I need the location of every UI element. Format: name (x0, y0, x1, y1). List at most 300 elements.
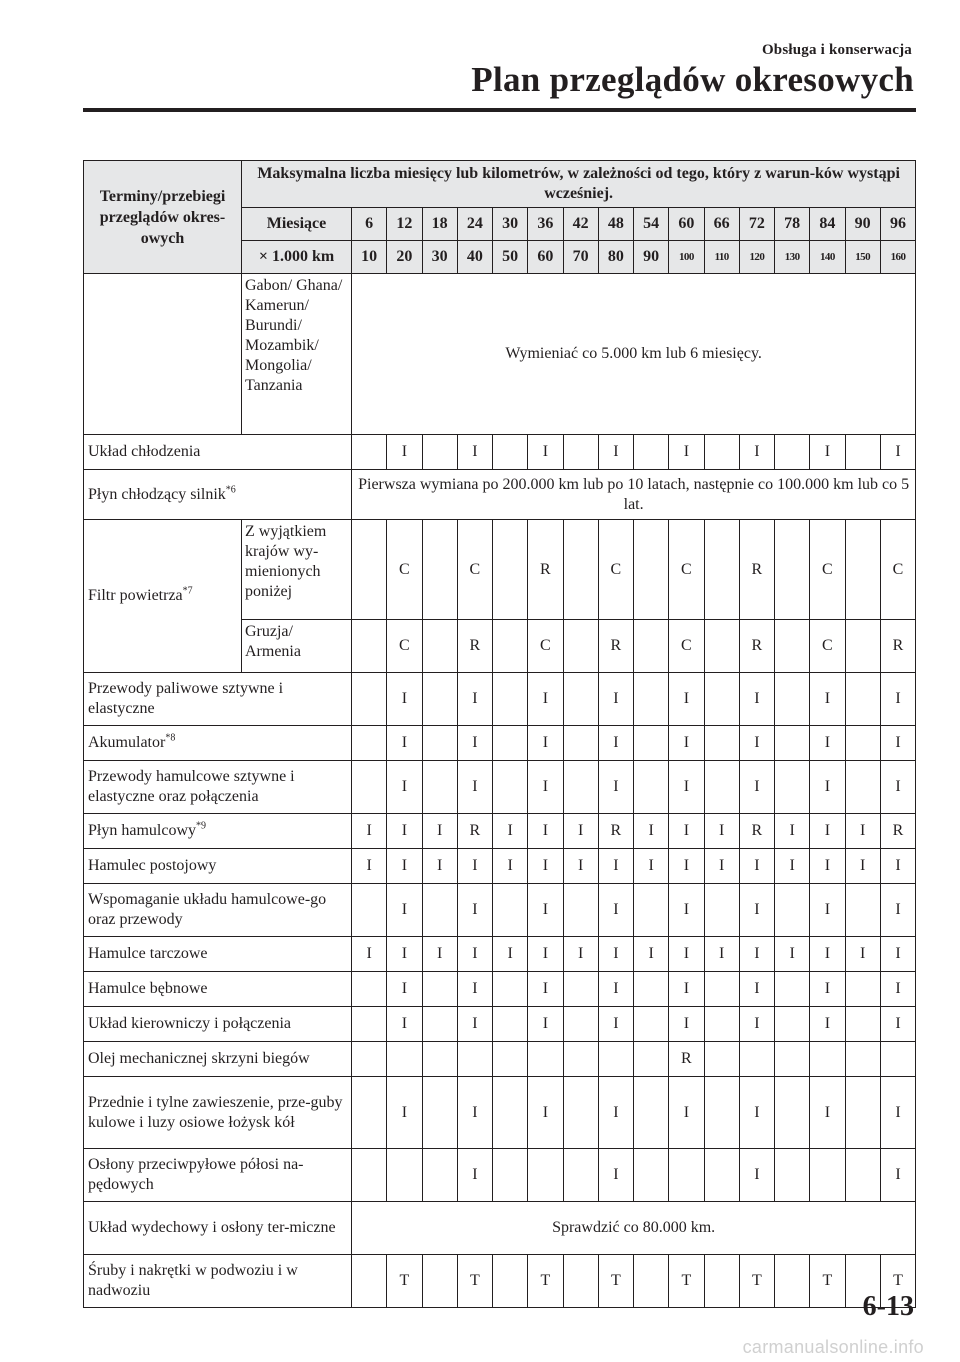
schedule-cell: I (810, 937, 845, 972)
schedule-cell (845, 726, 880, 761)
schedule-cell: I (739, 1149, 774, 1202)
schedule-cell (704, 1042, 739, 1077)
schedule-cell: I (598, 673, 633, 726)
km-header: 150 (845, 241, 880, 274)
schedule-cell: I (880, 937, 916, 972)
item-label-text: Olej mechanicznej skrzyni biegów (88, 1050, 310, 1067)
schedule-cell: T (387, 1255, 422, 1308)
schedule-cell (563, 520, 598, 620)
schedule-cell: R (880, 620, 916, 673)
schedule-cell: I (880, 1007, 916, 1042)
schedule-cell: I (352, 849, 387, 884)
km-header: 120 (739, 241, 774, 274)
schedule-cell: R (739, 814, 774, 849)
schedule-cell (493, 726, 528, 761)
month-header: 48 (598, 208, 633, 241)
schedule-cell (422, 520, 457, 620)
table-row (84, 520, 916, 620)
schedule-cell: I (528, 972, 563, 1007)
item-label (84, 520, 242, 673)
schedule-cell (775, 520, 810, 620)
schedule-cell: I (457, 884, 492, 937)
schedule-cell (598, 1042, 633, 1077)
schedule-cell: R (739, 520, 774, 620)
schedule-cell: I (739, 884, 774, 937)
schedule-cell: I (845, 937, 880, 972)
schedule-cell: I (845, 849, 880, 884)
schedule-cell: I (810, 673, 845, 726)
schedule-cell (563, 884, 598, 937)
km-header: 30 (422, 241, 457, 274)
schedule-cell: I (669, 1077, 704, 1149)
schedule-cell: I (704, 814, 739, 849)
table-row (84, 761, 916, 814)
schedule-cell: T (528, 1255, 563, 1308)
item-label (84, 937, 352, 972)
schedule-cell: I (704, 937, 739, 972)
table-row (84, 673, 916, 726)
schedule-cell (880, 1042, 916, 1077)
schedule-cell: I (387, 884, 422, 937)
schedule-cell: R (598, 814, 633, 849)
schedule-cell: I (387, 937, 422, 972)
schedule-cell (563, 1042, 598, 1077)
schedule-cell (775, 673, 810, 726)
schedule-cell (775, 1042, 810, 1077)
schedule-cell (493, 435, 528, 470)
schedule-cell: I (810, 1077, 845, 1149)
schedule-cell (352, 884, 387, 937)
month-header: 90 (845, 208, 880, 241)
schedule-cell: I (387, 1077, 422, 1149)
schedule-cell: I (528, 884, 563, 937)
schedule-cell: I (457, 1077, 492, 1149)
schedule-cell: I (634, 937, 669, 972)
item-label (84, 1077, 352, 1149)
schedule-cell: I (880, 849, 916, 884)
schedule-cell: I (422, 937, 457, 972)
maintenance-schedule-table (83, 160, 916, 1308)
km-header: 20 (387, 241, 422, 274)
month-header: 42 (563, 208, 598, 241)
schedule-cell: I (810, 814, 845, 849)
schedule-cell: I (457, 972, 492, 1007)
schedule-cell: I (422, 814, 457, 849)
schedule-cell: I (669, 673, 704, 726)
schedule-cell: I (669, 814, 704, 849)
table-row (84, 972, 916, 1007)
schedule-cell: C (528, 620, 563, 673)
schedule-cell: I (810, 726, 845, 761)
schedule-cell (422, 1007, 457, 1042)
schedule-cell (352, 1077, 387, 1149)
table-row (84, 884, 916, 937)
month-header: 18 (422, 208, 457, 241)
table-row (84, 1202, 916, 1255)
schedule-cell (775, 1007, 810, 1042)
schedule-cell: I (880, 435, 916, 470)
schedule-cell: I (810, 972, 845, 1007)
month-header: 60 (669, 208, 704, 241)
item-label (84, 814, 352, 849)
section-title: Obsługa i konserwacja (761, 42, 912, 58)
schedule-cell (845, 1077, 880, 1149)
schedule-cell (422, 1149, 457, 1202)
schedule-cell: I (845, 814, 880, 849)
schedule-cell (775, 1255, 810, 1308)
schedule-cell (563, 435, 598, 470)
watermark: carmanualsonline.info (742, 1337, 924, 1357)
schedule-cell: I (528, 937, 563, 972)
schedule-cell: R (598, 620, 633, 673)
schedule-cell (845, 520, 880, 620)
region-countries: Gabon/ Ghana/ Kamerun/ Burundi/ Mozambik/ Mongolia/ Tanzania (242, 274, 352, 435)
schedule-cell: I (387, 849, 422, 884)
schedule-cell (457, 1042, 492, 1077)
schedule-cell (493, 972, 528, 1007)
schedule-cell (845, 435, 880, 470)
schedule-cell (634, 1077, 669, 1149)
item-label-text: Układ chłodzenia (88, 443, 201, 460)
schedule-cell (845, 673, 880, 726)
schedule-cell (422, 673, 457, 726)
schedule-cell (563, 1255, 598, 1308)
item-label (84, 726, 352, 761)
schedule-cell: I (704, 849, 739, 884)
schedule-cell: I (739, 849, 774, 884)
item-label-text: Śruby i nakrętki w podwoziu i w nadwoziu (88, 1262, 298, 1299)
schedule-cell (775, 1149, 810, 1202)
item-label (84, 673, 352, 726)
schedule-cell (775, 435, 810, 470)
month-header: 84 (810, 208, 845, 241)
schedule-cell (352, 726, 387, 761)
schedule-cell: I (775, 937, 810, 972)
schedule-cell (493, 761, 528, 814)
schedule-cell: I (669, 884, 704, 937)
schedule-cell: R (669, 1042, 704, 1077)
table-row (84, 1042, 916, 1077)
schedule-cell: I (387, 726, 422, 761)
schedule-cell (422, 972, 457, 1007)
table-row (84, 1149, 916, 1202)
schedule-cell (634, 620, 669, 673)
month-header: 72 (739, 208, 774, 241)
schedule-cell: C (598, 520, 633, 620)
schedule-cell (422, 620, 457, 673)
schedule-cell: I (739, 1007, 774, 1042)
footnote-marker: *8 (165, 732, 176, 744)
schedule-cell (528, 1042, 563, 1077)
schedule-cell: I (669, 937, 704, 972)
item-label (84, 435, 352, 470)
month-header: 96 (880, 208, 916, 241)
schedule-cell: R (457, 620, 492, 673)
schedule-cell: I (669, 972, 704, 1007)
schedule-cell: I (810, 761, 845, 814)
schedule-cell: I (669, 849, 704, 884)
schedule-cell: I (669, 761, 704, 814)
month-header: 24 (457, 208, 492, 241)
schedule-cell (563, 1077, 598, 1149)
schedule-cell: T (457, 1255, 492, 1308)
table-row (84, 1077, 916, 1149)
schedule-cell (634, 1255, 669, 1308)
schedule-cell: I (739, 673, 774, 726)
schedule-cell (563, 726, 598, 761)
schedule-cell: I (387, 1007, 422, 1042)
schedule-cell (422, 435, 457, 470)
month-header: 12 (387, 208, 422, 241)
item-label-text: Akumulator (88, 734, 166, 751)
km-header: 40 (457, 241, 492, 274)
schedule-cell: I (457, 937, 492, 972)
schedule-cell (422, 726, 457, 761)
schedule-cell (563, 673, 598, 726)
schedule-cell (775, 726, 810, 761)
schedule-cell: I (457, 761, 492, 814)
item-label (84, 470, 352, 520)
schedule-cell (634, 972, 669, 1007)
region-blank-cell (84, 274, 242, 435)
table-row (84, 435, 916, 470)
schedule-cell: I (352, 937, 387, 972)
footnote-marker: *7 (182, 585, 193, 597)
schedule-cell: C (810, 520, 845, 620)
item-label-text: Przewody hamulcowe sztywne i elastyczne oraz połączenia (88, 768, 295, 805)
schedule-cell (352, 435, 387, 470)
schedule-cell: I (810, 884, 845, 937)
km-header: 110 (704, 241, 739, 274)
interval-text: Pierwsza wymiana po 200.000 km lub po 10 latach, następnie co 100.000 km lub co 5 lat. (352, 470, 916, 520)
item-label-text: Układ wydechowy i osłony ter-miczne (88, 1219, 336, 1236)
schedule-cell (704, 972, 739, 1007)
schedule-cell (775, 1077, 810, 1149)
schedule-cell (563, 620, 598, 673)
months-label: Miesiące (242, 208, 352, 241)
schedule-cell: I (563, 814, 598, 849)
schedule-cell: I (457, 726, 492, 761)
max-interval-note: Maksymalna liczba miesięcy lub kilometrów, w zależności od tego, który z warun-ków wystąpi wcześniej. (242, 161, 916, 208)
item-label-text: Przewody paliwowe sztywne i elastyczne (88, 680, 284, 717)
schedule-cell (634, 435, 669, 470)
schedule-cell (352, 673, 387, 726)
item-label-text: Hamulec postojowy (88, 857, 217, 874)
schedule-cell: I (528, 1077, 563, 1149)
schedule-cell (810, 1042, 845, 1077)
schedule-cell: R (457, 814, 492, 849)
schedule-cell: I (598, 435, 633, 470)
schedule-cell (704, 673, 739, 726)
item-label-text: Hamulce tarczowe (88, 945, 208, 962)
schedule-cell (563, 1007, 598, 1042)
item-label-text: Układ kierowniczy i połączenia (88, 1015, 292, 1032)
month-header: 6 (352, 208, 387, 241)
schedule-cell (352, 761, 387, 814)
schedule-cell (634, 726, 669, 761)
table-row (84, 1255, 916, 1308)
schedule-cell: I (739, 726, 774, 761)
schedule-cell (845, 761, 880, 814)
schedule-cell: I (563, 937, 598, 972)
table-row (84, 470, 916, 520)
schedule-cell: I (598, 937, 633, 972)
schedule-cell: T (810, 1255, 845, 1308)
schedule-cell (352, 1149, 387, 1202)
km-label: × 1.000 km (242, 241, 352, 274)
schedule-cell (352, 972, 387, 1007)
schedule-cell: I (387, 972, 422, 1007)
table-row (84, 726, 916, 761)
schedule-cell (845, 1042, 880, 1077)
schedule-cell: T (669, 1255, 704, 1308)
schedule-cell (528, 1149, 563, 1202)
schedule-cell (352, 620, 387, 673)
schedule-cell: I (563, 849, 598, 884)
schedule-cell: I (493, 937, 528, 972)
month-header: 54 (634, 208, 669, 241)
schedule-cell: C (810, 620, 845, 673)
schedule-cell: C (669, 520, 704, 620)
schedule-cell: I (598, 1007, 633, 1042)
schedule-cell (634, 520, 669, 620)
schedule-cell (845, 1149, 880, 1202)
schedule-cell (422, 1255, 457, 1308)
schedule-cell: I (528, 1007, 563, 1042)
schedule-cell: R (880, 814, 916, 849)
schedule-cell (422, 761, 457, 814)
schedule-cell: I (739, 1077, 774, 1149)
schedule-cell (422, 1077, 457, 1149)
km-header: 90 (634, 241, 669, 274)
schedule-cell (704, 1149, 739, 1202)
schedule-cell: I (598, 1149, 633, 1202)
schedule-cell: T (880, 1255, 916, 1308)
schedule-cell (352, 1007, 387, 1042)
schedule-cell: I (669, 1007, 704, 1042)
month-header: 78 (775, 208, 810, 241)
schedule-cell (422, 884, 457, 937)
schedule-cell: I (422, 849, 457, 884)
header-rule (83, 108, 916, 112)
schedule-cell (634, 1042, 669, 1077)
schedule-cell: I (880, 884, 916, 937)
schedule-cell: C (457, 520, 492, 620)
schedule-cell: I (634, 849, 669, 884)
schedule-cell: I (493, 849, 528, 884)
item-label (84, 972, 352, 1007)
schedule-cell (669, 1149, 704, 1202)
item-label (84, 1202, 352, 1255)
item-label (84, 1149, 352, 1202)
schedule-cell: I (528, 673, 563, 726)
schedule-cell: C (669, 620, 704, 673)
schedule-cell (775, 972, 810, 1007)
schedule-cell (634, 1007, 669, 1042)
item-label-text: Płyn chłodzący silnik (88, 485, 226, 503)
schedule-cell (352, 1255, 387, 1308)
schedule-cell (493, 1007, 528, 1042)
page-number: 6-13 (862, 1291, 914, 1322)
schedule-cell (387, 1149, 422, 1202)
schedule-cell: I (880, 1149, 916, 1202)
schedule-cell (845, 620, 880, 673)
schedule-cell (352, 1042, 387, 1077)
schedule-cell: I (457, 849, 492, 884)
schedule-cell (493, 884, 528, 937)
schedule-cell: I (775, 814, 810, 849)
schedule-cell: T (598, 1255, 633, 1308)
schedule-cell: I (598, 849, 633, 884)
schedule-cell (563, 761, 598, 814)
schedule-cell: I (528, 814, 563, 849)
schedule-cell: I (598, 726, 633, 761)
schedule-cell: I (493, 814, 528, 849)
schedule-cell: I (739, 972, 774, 1007)
schedule-cell: I (598, 972, 633, 1007)
schedule-cell: T (739, 1255, 774, 1308)
item-label (84, 884, 352, 937)
schedule-cell (775, 620, 810, 673)
schedule-cell: R (528, 520, 563, 620)
table-row (84, 1007, 916, 1042)
item-label-text: Przednie i tylne zawieszenie, prze-guby kulowe i luzy osiowe łożysk kół (88, 1093, 343, 1131)
schedule-cell (704, 1007, 739, 1042)
schedule-cell (775, 884, 810, 937)
item-sublabel: Z wyjątkiem krajów wy-mienionych poniżej (242, 520, 352, 620)
schedule-cell: C (387, 620, 422, 673)
item-label (84, 1007, 352, 1042)
schedule-cell: I (457, 673, 492, 726)
schedule-cell: I (810, 849, 845, 884)
km-header: 100 (669, 241, 704, 274)
item-sublabel: Gruzja/ Armenia (242, 620, 352, 673)
schedule-cell: I (669, 435, 704, 470)
month-header: 30 (493, 208, 528, 241)
schedule-cell (845, 884, 880, 937)
schedule-cell (704, 761, 739, 814)
schedule-cell: I (457, 435, 492, 470)
schedule-cell (493, 1255, 528, 1308)
km-header: 50 (493, 241, 528, 274)
schedule-cell: I (634, 814, 669, 849)
schedule-cell: I (598, 1077, 633, 1149)
month-header: 66 (704, 208, 739, 241)
schedule-cell: I (387, 814, 422, 849)
schedule-cell (704, 884, 739, 937)
schedule-cell (493, 673, 528, 726)
schedule-cell: C (387, 520, 422, 620)
item-label (84, 1255, 352, 1308)
schedule-cell: I (528, 435, 563, 470)
schedule-cell: R (739, 620, 774, 673)
schedule-cell (634, 1149, 669, 1202)
schedule-cell: I (387, 435, 422, 470)
region-interval-text: Wymieniać co 5.000 km lub 6 miesięcy. (352, 274, 916, 435)
interval-text: Sprawdzić co 80.000 km. (352, 1202, 916, 1255)
schedule-cell: I (739, 435, 774, 470)
schedule-cell: I (880, 673, 916, 726)
schedule-cell (493, 620, 528, 673)
schedule-cell (704, 1255, 739, 1308)
schedule-cell (563, 1149, 598, 1202)
schedule-cell: I (457, 1007, 492, 1042)
schedule-cell: I (598, 884, 633, 937)
schedule-cell (352, 520, 387, 620)
item-label-text: Płyn hamulcowy (88, 822, 196, 839)
item-label-text: Wspomaganie układu hamulcowe-go oraz przewody (88, 891, 327, 928)
footnote-marker: *9 (196, 820, 206, 832)
